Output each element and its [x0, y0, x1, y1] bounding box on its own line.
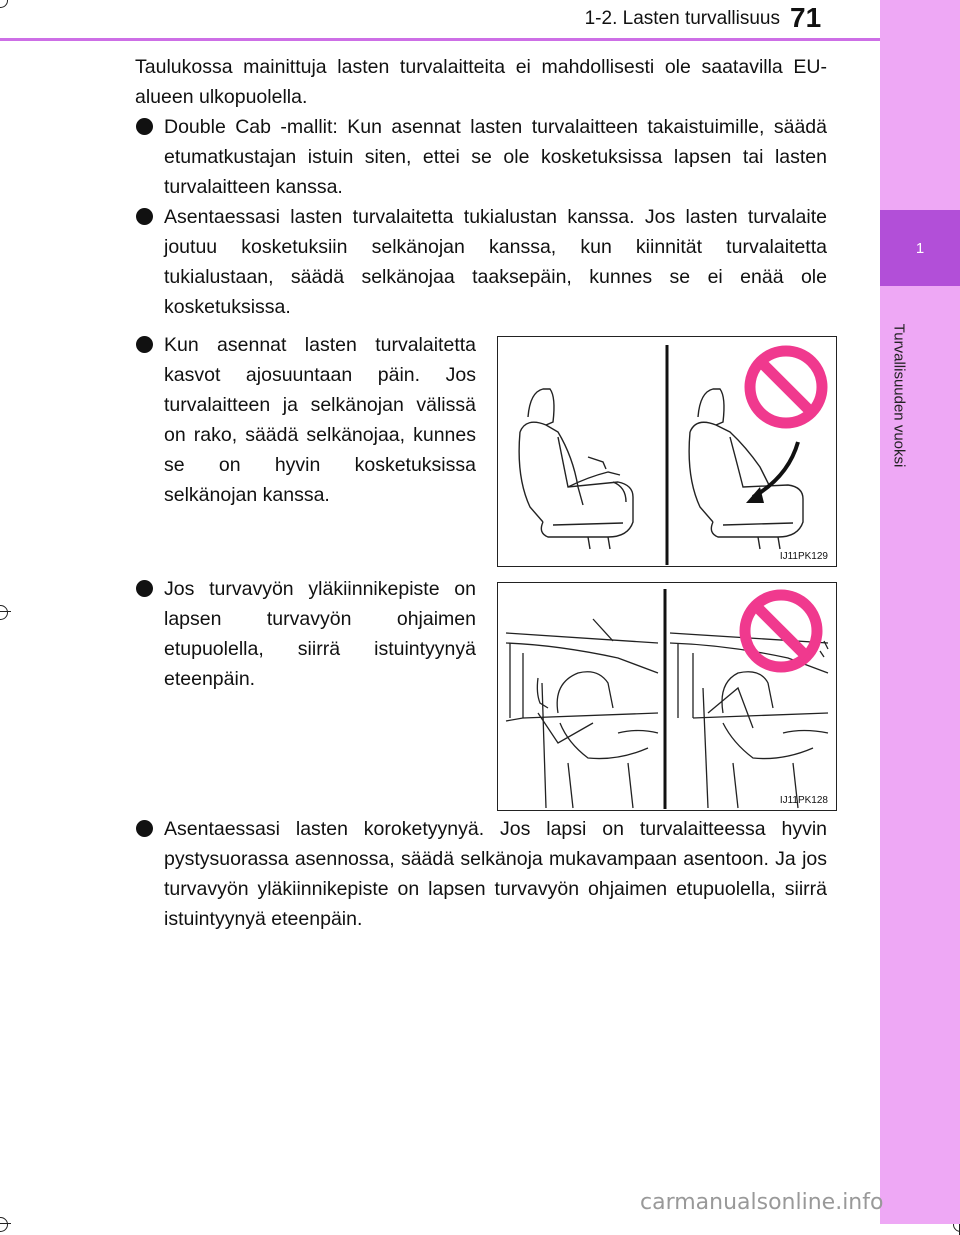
bullet-icon: [136, 208, 153, 225]
figure-seatbelt-guide: [497, 582, 837, 811]
seat-illustration: [498, 337, 836, 566]
header-rule: [0, 38, 880, 41]
section-title: 1-2. Lasten turvallisuus: [584, 8, 780, 29]
bullet-icon: [136, 118, 153, 135]
chapter-tab[interactable]: [880, 210, 960, 286]
chapter-label: Turvallisuuden vuoksi: [890, 323, 908, 467]
list-item: Double Cab -mallit: Kun asennat lasten turvalaitteen takaistuimille, säädä etumatkustajan istuin siten, ettei se ole kosketuksissa lapsen tai lasten turvalaitteen kanssa.: [164, 112, 827, 202]
crop-mark: [0, 0, 11, 11]
prohibited-icon: [750, 351, 822, 423]
bullet-icon: [136, 580, 153, 597]
figure-code: IJ11PK129: [779, 551, 828, 562]
crop-mark: [0, 1213, 11, 1235]
list-item: Jos turvavyön yläkiinnikepiste on lapsen turvavyön ohjaimen etupuolella, siirrä istuintyynyä eteenpäin.: [164, 574, 476, 694]
figure-seat-backrest: [497, 336, 837, 567]
page-number: 71: [790, 2, 822, 33]
figure-code: IJ11PK128: [779, 795, 828, 806]
bullet-icon: [136, 336, 153, 353]
car-seat-illustration: [498, 583, 836, 810]
list-item: Asentaessasi lasten koroketyynyä. Jos lapsi on turvalaitteessa hyvin pystysuorassa asennossa, säädä selkänoja mukavampaan asentoon. Ja jos turvavyön yläkiinnikepiste on lapsen turvavyön ohjaimen etupuolella, siirrä istuintyynyä eteenpäin.: [164, 814, 827, 934]
crop-mark: [0, 601, 11, 623]
intro-paragraph: Taulukossa mainittuja lasten turvalaitteita ei mahdollisesti ole saatavilla EU-alueen ulkopuolella.: [135, 56, 827, 108]
bullet-icon: [136, 820, 153, 837]
side-tab-bar: [880, 0, 960, 1224]
list-item: Kun asennat lasten turvalaitetta kasvot ajosuuntaan päin. Jos turvalaitteen ja selkänojan välissä on rako, säädä selkänojaa, kunnes se on hyvin kosketuksissa selkänojan kanssa.: [164, 330, 476, 510]
list-item: Asentaessasi lasten turvalaitetta tukialustan kanssa. Jos lasten turvalaite joutuu kosketuksiin selkänojan kanssa, kun kiinnität turvalaitetta tukialustaan, säädä selkänojaa taaksepäin, kunnes se ei enää ole kosketuksissa.: [164, 202, 827, 322]
chapter-number: 1: [915, 239, 925, 257]
watermark: carmanualsonline.info: [640, 1190, 884, 1215]
